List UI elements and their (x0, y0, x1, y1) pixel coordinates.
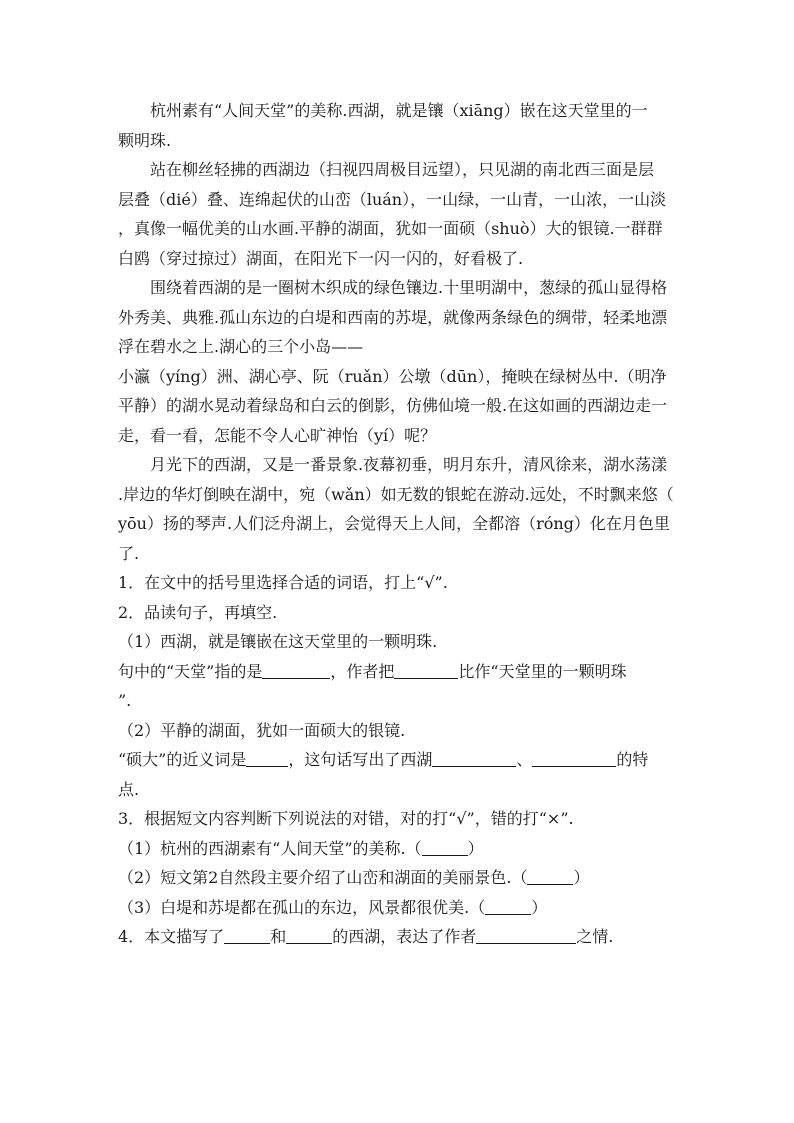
passage-line: 杭州素有“人间天堂”的美称.西湖，就是镶（xiāng）嵌在这天堂里的一 (150, 101, 648, 120)
worksheet-page (118, 96, 678, 952)
close-paren: ） (573, 868, 590, 887)
close-paren: ） (467, 838, 484, 858)
answer-text: 比作“天堂里的一颗明珠 (458, 661, 627, 681)
answer-blank[interactable] (246, 750, 288, 767)
question-3-2 (118, 863, 678, 893)
passage-line: 外秀美、典雅.孤山东边的白堤和西南的苏堤，就像两条绿色的绸带，轻柔地漂 (118, 307, 668, 327)
passage-line: 了. (118, 543, 140, 563)
answer-text: “硕大”的近义词是 (118, 750, 247, 769)
answer-text: ，这句话写出了西湖 (288, 750, 433, 769)
answer-blank[interactable] (224, 927, 270, 944)
answer-blank[interactable] (485, 898, 531, 915)
questions-section (118, 568, 678, 952)
question-2-1-answer (118, 657, 678, 687)
answer-blank[interactable] (532, 750, 616, 767)
passage-line: 白鸥（穿过掠过）湖面，在阳光下一闪一闪的，好看极了. (118, 248, 524, 268)
question-2: 2．品读句子，再填空. (118, 602, 278, 622)
answer-text: 和 (270, 927, 287, 946)
answer-blank[interactable] (432, 750, 516, 767)
passage-line: ，真像一幅优美的山水画.平静的湖面，犹如一面硕（shuò）大的银镜.一群群 (118, 219, 663, 238)
question-2-2-answer-cont: 点. (118, 779, 140, 799)
passage-line: 平静）的湖水晃动着绿岛和白云的倒影，仿佛仙境一般.在这如画的西湖边走一 (118, 396, 668, 415)
question-1: 1．在文中的括号里选择合适的词语，打上“√”. (118, 573, 448, 592)
answer-blank[interactable] (394, 662, 458, 679)
passage-line: 月光下的西湖，又是一番景象.夜幕初垂，明月东升，清风徐来，湖水荡漾 (150, 455, 668, 474)
answer-text: 之情. (576, 927, 614, 946)
passage-line: 层叠（dié）叠、连绵起伏的山峦（luán），一山绿，一山青，一山浓，一山淡 (118, 189, 667, 209)
answer-blank[interactable] (476, 927, 576, 944)
question-3: 3．根据短文内容判断下列说法的对错，对的打“√”，错的打“×”. (118, 809, 574, 828)
answer-blank[interactable] (286, 927, 332, 944)
answer-blank[interactable] (527, 868, 573, 885)
passage-line: 小瀛（yíng）洲、湖心亭、阮（ruǎn）公墩（dūn），掩映在绿树丛中.（明净 (118, 366, 667, 386)
statement-text: （2）短文第2自然段主要介绍了山峦和湖面的美丽景色.（ (118, 868, 528, 887)
passage-line: 围绕着西湖的是一圈树木织成的绿色镶边.十里明湖中，葱绿的孤山显得格 (150, 278, 668, 297)
statement-text: （3）白堤和苏堤都在孤山的东边，风景都很优美.（ (118, 897, 486, 917)
answer-text: ，作者把 (330, 661, 395, 681)
question-3-3 (118, 893, 678, 923)
reading-passage (118, 96, 678, 568)
answer-blank[interactable] (262, 662, 330, 679)
passage-line: .岸边的华灯倒映在湖中，宛（wǎn）如无数的银蛇在游动.远处，不时飘来悠（ (118, 484, 674, 504)
passage-line: 走，看一看，怎能不令人心旷神怡（yí）呢？ (118, 425, 437, 445)
question-2-2-answer (118, 745, 678, 775)
answer-text: 句中的“天堂”指的是 (118, 661, 263, 681)
answer-text: 的西湖，表达了作者 (332, 927, 477, 946)
passage-line: 站在柳丝轻拂的西湖边（扫视四周极目远望），只见湖的南北西三面是层 (150, 160, 655, 179)
passage-line: 颗明珠. (118, 130, 172, 150)
answer-text: 的特 (616, 750, 649, 769)
passage-line: yōu）扬的琴声.人们泛舟湖上，会觉得天上人间，全都溶（róng）化在月色里 (118, 514, 670, 533)
statement-text: （1）杭州的西湖素有“人间天堂”的美称.（ (118, 838, 422, 858)
question-2-1-answer-cont: ”. (118, 691, 132, 710)
answer-text: 、 (516, 750, 533, 769)
passage-line: 浮在碧水之上.湖心的三个小岛—— (118, 337, 364, 356)
question-2-2: （2）平静的湖面，犹如一面硕大的银镜. (118, 720, 406, 740)
question-4 (118, 922, 678, 952)
question-2-1: （1）西湖，就是镶嵌在这天堂里的一颗明珠. (118, 632, 438, 651)
close-paren: ） (531, 897, 548, 917)
answer-text: 4．本文描写了 (118, 927, 225, 946)
answer-blank[interactable] (422, 839, 468, 856)
question-3-1 (118, 834, 678, 864)
